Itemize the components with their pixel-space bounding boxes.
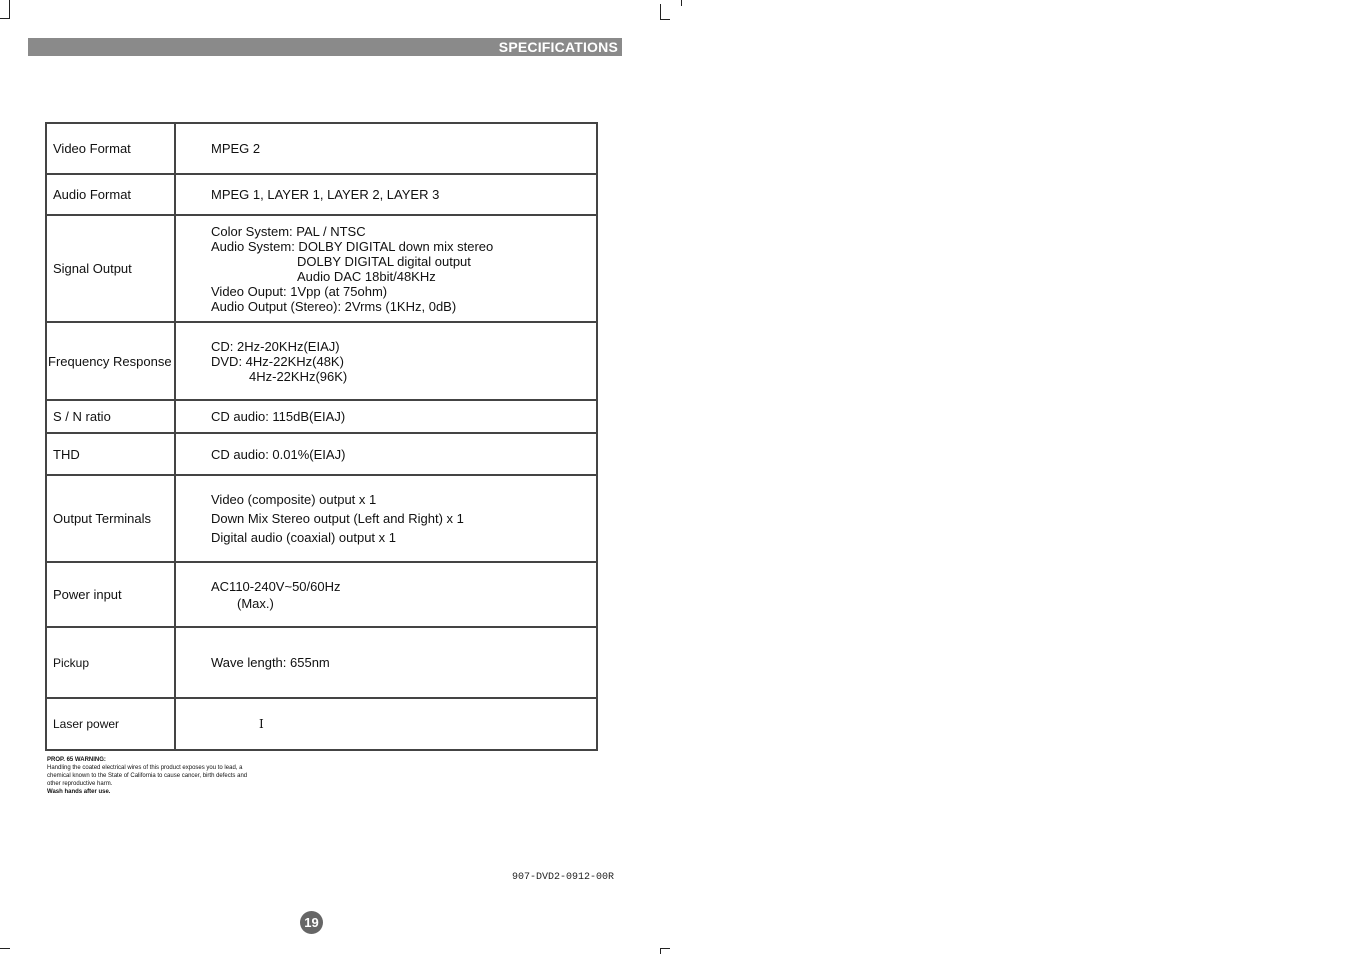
crop-mark bbox=[660, 948, 670, 949]
spec-value-line: Audio Output (Stereo): 2Vrms (1KHz, 0dB) bbox=[211, 298, 457, 314]
spec-label: Video Format bbox=[46, 123, 175, 174]
crop-mark bbox=[681, 0, 682, 6]
spec-value-line: CD audio: 0.01%(EIAJ) bbox=[211, 446, 346, 462]
table-row bbox=[46, 215, 597, 322]
table-row bbox=[46, 627, 597, 698]
table-row bbox=[46, 322, 597, 400]
crop-mark bbox=[0, 18, 10, 19]
spec-value-line: Audio DAC 18bit/48KHz bbox=[297, 268, 436, 284]
spec-label: S / N ratio bbox=[46, 400, 175, 433]
spec-value bbox=[175, 627, 597, 698]
spec-value-line: AC110-240V~50/60Hz bbox=[211, 578, 341, 594]
spec-label: Pickup bbox=[46, 627, 175, 698]
spec-value bbox=[175, 433, 597, 475]
spec-value-line: DVD: 4Hz-22KHz(48K) bbox=[211, 353, 344, 369]
model-code: 907-DVD2-0912-00R bbox=[512, 872, 615, 883]
prop65-warning bbox=[47, 756, 257, 796]
spec-label: Power input bbox=[46, 562, 175, 627]
spec-value bbox=[175, 123, 597, 174]
spec-label: Frequency Response bbox=[46, 322, 175, 400]
spec-value-line: I bbox=[259, 716, 264, 731]
crop-mark bbox=[660, 19, 670, 20]
spec-value-line: 4Hz-22KHz(96K) bbox=[249, 368, 348, 384]
table-row bbox=[46, 698, 597, 750]
spec-value-line: Audio System: DOLBY DIGITAL down mix stereo bbox=[211, 238, 494, 254]
specifications-table bbox=[45, 122, 598, 751]
spec-label: Output Terminals bbox=[46, 475, 175, 562]
table-row bbox=[46, 400, 597, 433]
spec-value bbox=[175, 562, 597, 627]
spec-value-line: CD audio: 115dB(EIAJ) bbox=[211, 409, 346, 424]
warning-heading: PROP. 65 WARNING: bbox=[47, 757, 106, 763]
page-number-badge: 19 bbox=[300, 911, 323, 934]
spec-label: THD bbox=[46, 433, 175, 475]
table-row bbox=[46, 475, 597, 562]
spec-value-line: MPEG 2 bbox=[211, 141, 261, 156]
spec-value-line: Down Mix Stereo output (Left and Right) x 1 bbox=[211, 511, 464, 526]
crop-mark bbox=[660, 948, 661, 954]
spec-value bbox=[175, 475, 597, 562]
table-row bbox=[46, 174, 597, 215]
spec-value-line: Wave length: 655nm bbox=[211, 655, 330, 670]
spec-value bbox=[175, 698, 597, 750]
warning-footer: Wash hands after use. bbox=[47, 789, 111, 795]
spec-value-line: Video (composite) output x 1 bbox=[211, 492, 377, 507]
table-row bbox=[46, 562, 597, 627]
crop-mark bbox=[9, 0, 10, 18]
section-title: SPECIFICATIONS bbox=[495, 38, 618, 56]
warning-body: Handling the coated electrical wires of this product exposes you to lead, a chemical known to the State of California to cause cancer, birth defects and other reproductive harm. bbox=[47, 765, 248, 787]
spec-label: Laser power bbox=[46, 698, 175, 750]
spec-label: Signal Output bbox=[46, 215, 175, 322]
spec-value bbox=[175, 400, 597, 433]
spec-value bbox=[175, 322, 597, 400]
spec-value-line: CD: 2Hz-20KHz(EIAJ) bbox=[211, 338, 340, 354]
crop-mark bbox=[0, 948, 10, 949]
spec-label: Audio Format bbox=[46, 174, 175, 215]
spec-value-line: MPEG 1, LAYER 1, LAYER 2, LAYER 3 bbox=[211, 187, 440, 202]
spec-value-line: (Max.) bbox=[237, 595, 274, 611]
spec-value-line: Color System: PAL / NTSC bbox=[211, 223, 366, 239]
spec-value bbox=[175, 215, 597, 322]
section-header-bar bbox=[28, 38, 622, 56]
spec-value-line: DOLBY DIGITAL digital output bbox=[297, 253, 471, 269]
spec-value bbox=[175, 174, 597, 215]
spec-value-line: Digital audio (coaxial) output x 1 bbox=[211, 530, 396, 545]
table-row bbox=[46, 433, 597, 475]
table-row bbox=[46, 123, 597, 174]
crop-mark bbox=[660, 4, 661, 20]
spec-value-line: Video Ouput: 1Vpp (at 75ohm) bbox=[211, 283, 388, 299]
